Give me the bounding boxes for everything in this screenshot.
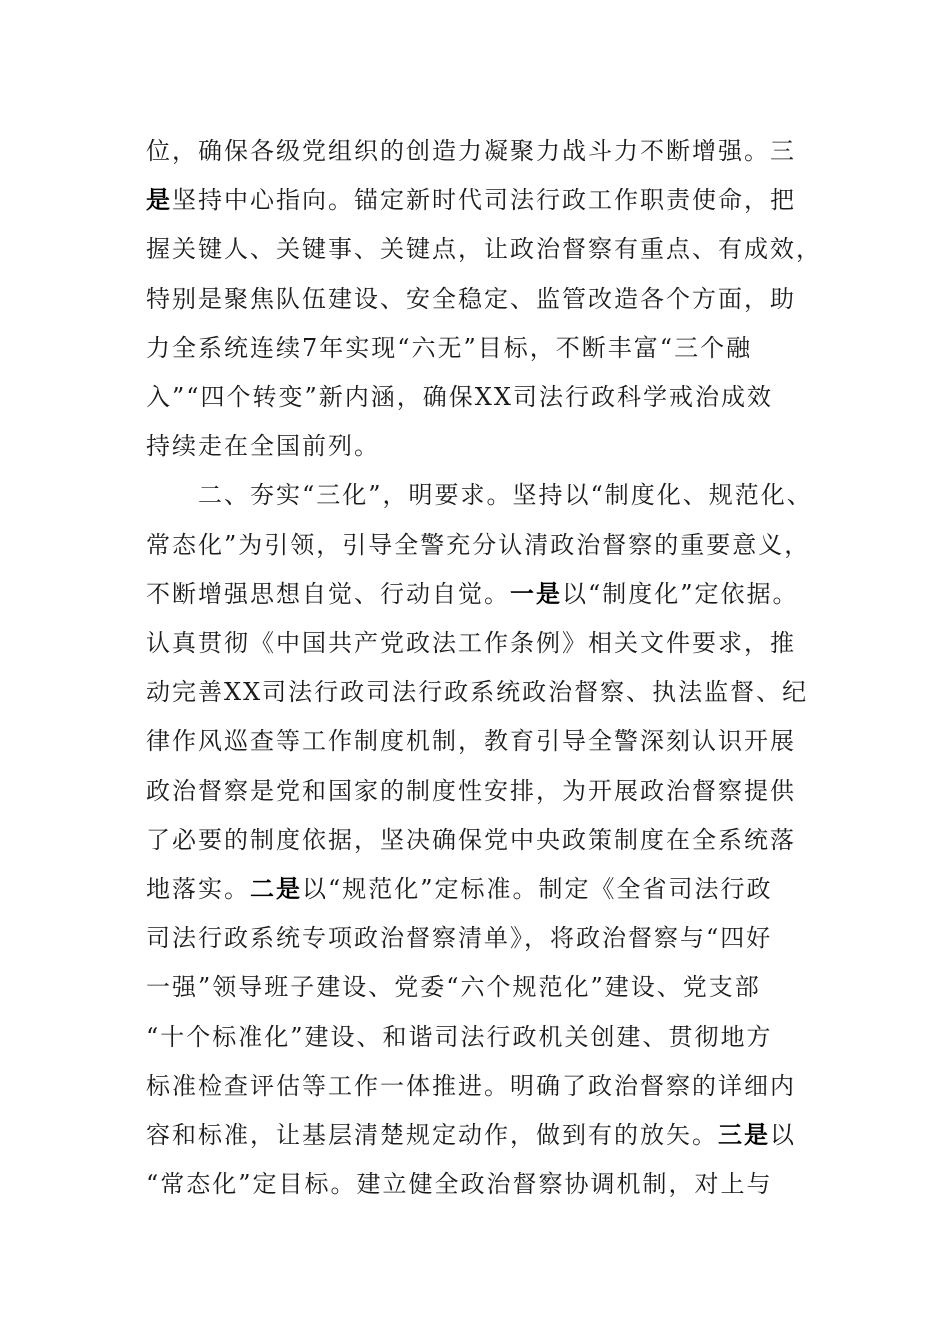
bold-marker: 三是 [718, 1120, 770, 1149]
text-run: 持续走在全国前列。 [146, 432, 380, 461]
text-run: 标准检查评估等工作一体推进。明确了政治督察的详细内 [146, 1071, 796, 1100]
text-run: 地落实。 [146, 875, 250, 903]
text-run: 不断增强思想自觉、行动自觉。 [146, 579, 510, 608]
text-run: 了必要的制度依据，坚决确保党中央政策制度在全系统落 [146, 825, 796, 854]
text-run: 以 [770, 1121, 796, 1149]
text-line [146, 525, 810, 565]
text-line [146, 377, 773, 417]
text-run: “十个标准化”建设、和谐司法行政机关创建、贯彻地方 [146, 1022, 773, 1051]
text-run: 位，确保各级党组织的创造力凝聚力战斗力不断增强。三 [146, 137, 796, 165]
text-run: 动完善XX司法行政司法行政系统政治督察、执法监督、纪 [146, 678, 809, 707]
text-run: 政治督察是党和国家的制度性安排，为开展政治督察提供 [146, 776, 796, 805]
text-line [146, 1066, 796, 1106]
text-run: 一强”领导班子建设、党委“六个规范化”建设、党支部 [146, 973, 761, 1002]
text-run: 常态化”为引领，引导全警充分认清政治督察的重要意义， [146, 530, 811, 559]
text-line [146, 869, 773, 909]
text-run: 司法行政系统专项政治督察清单》，将政治督察与“四好 [146, 924, 773, 953]
text-run: 以“制度化”定依据。 [562, 579, 799, 608]
text-line [146, 1017, 773, 1057]
text-run: 握关键人、关键事、关键点，让政治督察有重点、有成效， [146, 235, 822, 264]
text-line [146, 426, 380, 466]
text-line [146, 721, 796, 761]
text-line [146, 771, 796, 811]
text-line [146, 180, 796, 220]
text-run: 力全系统连续7年实现“六无”目标，不断丰富“三个融 [146, 333, 753, 362]
text-run: 坚持中心指向。锚定新时代司法行政工作职责使命，把 [172, 186, 796, 215]
text-line [146, 967, 761, 1007]
text-line [146, 1115, 796, 1155]
text-line [146, 475, 813, 515]
bold-marker: 一是 [510, 578, 562, 608]
bold-marker: 是 [146, 185, 172, 215]
text-run: “常态化”定目标。建立健全政治督察协调机制，对上与 [146, 1170, 773, 1199]
bold-marker: 二是 [250, 874, 302, 903]
text-line [146, 229, 822, 269]
text-line [146, 918, 772, 958]
text-line [146, 672, 808, 712]
text-run: 以“规范化”定标准。制定《全省司法行政 [302, 875, 773, 903]
text-line [146, 279, 796, 319]
text-line [146, 131, 796, 171]
text-line [146, 623, 796, 663]
text-run: 认真贯彻《中国共产党政法工作条例》相关文件要求，推 [146, 629, 796, 657]
text-run: 二、夯实“三化”，明要求。坚持以“制度化、规范化、 [146, 481, 813, 510]
text-run: 容和标准，让基层清楚规定动作，做到有的放矢。 [146, 1121, 718, 1149]
text-line [146, 574, 799, 614]
text-run: 律作风巡查等工作制度机制，教育引导全警深刻认识开展 [146, 727, 796, 756]
text-line [146, 820, 796, 860]
text-line [146, 1164, 773, 1204]
text-run: 入”“四个转变”新内涵，确保XX司法行政科学戒治成效 [146, 383, 773, 411]
text-line [146, 328, 752, 368]
text-run: 特别是聚焦队伍建设、安全稳定、监管改造各个方面，助 [146, 284, 796, 313]
